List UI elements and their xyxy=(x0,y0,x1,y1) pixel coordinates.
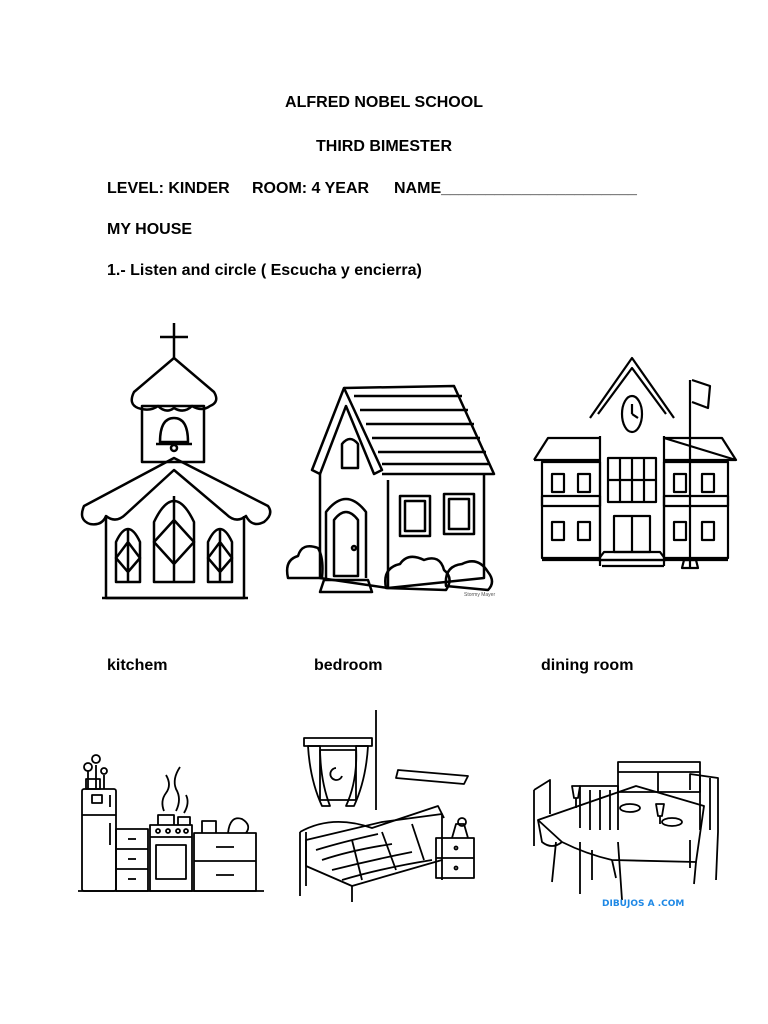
kitchen-icon[interactable] xyxy=(78,745,266,897)
house-credit: Stormy Mayer xyxy=(464,592,496,598)
church-icon[interactable] xyxy=(76,320,276,602)
label-kitchen: kitchem xyxy=(107,657,168,674)
label-bedroom: bedroom xyxy=(314,657,383,674)
section-title: MY HOUSE xyxy=(107,221,193,238)
dining-credit: DIBUJOS A .COM xyxy=(602,899,685,909)
dining-room-icon[interactable] xyxy=(526,750,726,910)
school-name: ALFRED NOBEL SCHOOL xyxy=(285,94,483,111)
bedroom-icon[interactable] xyxy=(292,710,488,906)
house-icon[interactable] xyxy=(284,382,496,600)
school-building-icon[interactable] xyxy=(532,352,738,578)
name-field[interactable]: NAME______________________ xyxy=(394,180,637,197)
term-title: THIRD BIMESTER xyxy=(316,138,452,155)
level-text: LEVEL: KINDER xyxy=(107,180,230,197)
room-text: ROOM: 4 YEAR xyxy=(252,180,370,197)
instruction-text: 1.- Listen and circle ( Escucha y encierra) xyxy=(107,262,422,279)
label-dining-room: dining room xyxy=(541,657,634,674)
